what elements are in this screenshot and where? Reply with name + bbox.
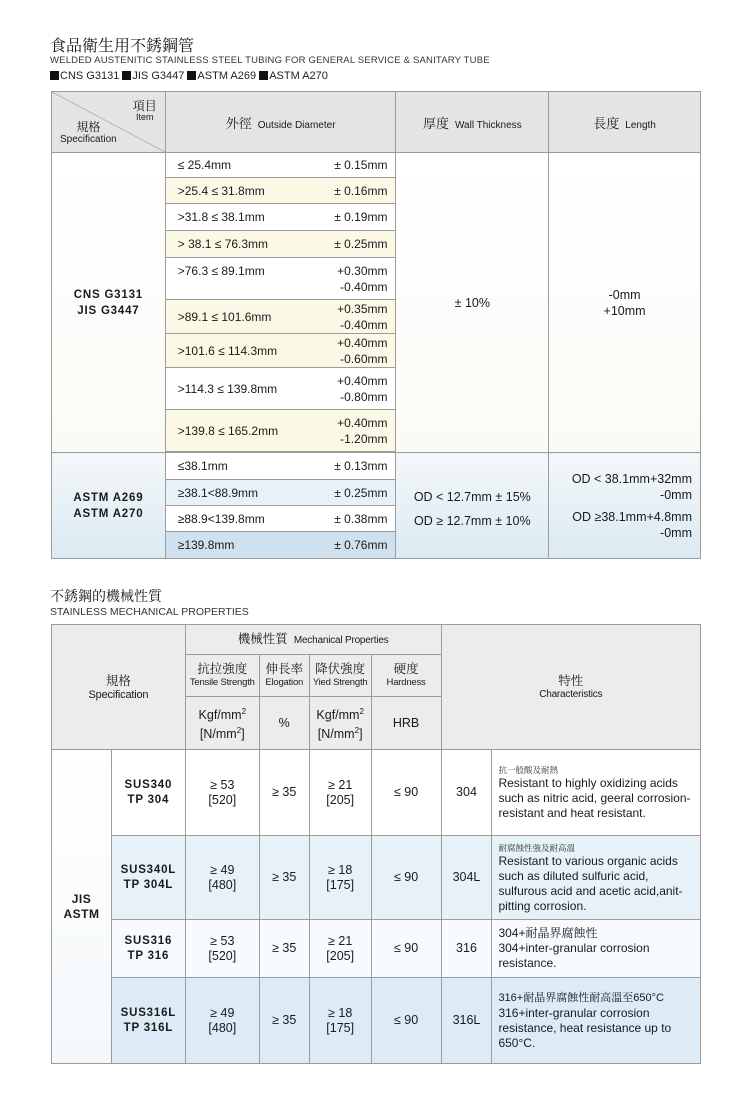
corner-item-label: 項目 Item bbox=[132, 99, 157, 122]
tensile-value: ≥ 49 [480] bbox=[185, 836, 259, 920]
unit-elongation: % bbox=[259, 697, 309, 750]
section-title-en: STAINLESS MECHANICAL PROPERTIES bbox=[50, 606, 249, 618]
elongation-value: ≥ 35 bbox=[259, 920, 309, 978]
od-tolerance: +0.35mm -0.40mm bbox=[302, 300, 396, 334]
hardness-value: ≤ 90 bbox=[371, 978, 441, 1064]
od-tolerance: +0.40mm -0.80mm bbox=[302, 368, 396, 410]
wall-thickness-value: OD < 12.7mm ± 15% OD ≥ 12.7mm ± 10% bbox=[396, 453, 549, 559]
length-value: -0mm +10mm bbox=[549, 153, 701, 453]
bullet-square-icon bbox=[50, 71, 59, 80]
unit-yield: Kgf/$mm^2$ $[N/mm^2]$ bbox=[309, 697, 371, 750]
header-tensile-strength: 抗拉強度 Tensile Strength bbox=[185, 655, 259, 697]
section-title-zh: 不銹鋼的機械性質 bbox=[50, 589, 162, 605]
unit-hardness: HRB bbox=[371, 697, 441, 750]
characteristics-text: 316+耐晶界腐蝕性耐高溫至650°C 316+inter-granular corrosion resistance, heat resistance up to 650°C. bbox=[492, 978, 701, 1064]
standard-label: ASTM A269 bbox=[197, 70, 257, 82]
length-value: OD < 38.1mm+32mm -0mm OD ≥38.1mm+4.8mm -0mm bbox=[549, 453, 701, 559]
bullet-square-icon bbox=[122, 71, 131, 80]
group-label-astm: ASTM A269 ASTM A270 bbox=[52, 453, 166, 559]
od-range: >139.8 ≤ 165.2mm bbox=[165, 410, 302, 452]
mechanical-properties-table bbox=[51, 624, 701, 1064]
header-yield-strength: 降伏強度 Yied Strength bbox=[309, 655, 371, 697]
od-range: ≥88.9<139.8mm bbox=[165, 506, 302, 532]
group-label-cns-jis: CNS G3131 JIS G3447 bbox=[52, 153, 166, 453]
od-tolerance: +0.40mm -1.20mm bbox=[302, 410, 396, 452]
od-tolerance: ± 0.38mm bbox=[302, 506, 396, 532]
yield-value: ≥ 18 [175] bbox=[309, 836, 371, 920]
standard-label: CNS G3131 bbox=[60, 70, 120, 82]
yield-value: ≥ 18 [175] bbox=[309, 978, 371, 1064]
page-title-en: WELDED AUSTENITIC STAINLESS STEEL TUBING FOR GENERAL SERVICE & SANITARY TUBE bbox=[50, 55, 490, 66]
od-tolerance: +0.40mm -0.60mm bbox=[302, 334, 396, 368]
elongation-value: ≥ 35 bbox=[259, 836, 309, 920]
yield-value: ≥ 21 [205] bbox=[309, 920, 371, 978]
tensile-value: ≥ 49 [480] bbox=[185, 978, 259, 1064]
hardness-value: ≤ 90 bbox=[371, 836, 441, 920]
characteristics-text: 抗一般酸及耐熱 Resistant to highly oxidizing acids such as nitric acid, geeral corrosion-resistant and heat resistant. bbox=[492, 750, 701, 836]
characteristics-text: 耐腐蝕性強及耐高溫 Resistant to various organic acids such as diluted sulfuric acid, sulfurous acid and acetic acid,anit-pitting corrosion. bbox=[492, 836, 701, 920]
od-range: ≤38.1mm bbox=[165, 453, 302, 480]
hardness-value: ≤ 90 bbox=[371, 750, 441, 836]
od-range: > 38.1 ≤ 76.3mm bbox=[165, 231, 302, 258]
col-header-wall-thickness: 厚度 Wall Thickness bbox=[396, 92, 549, 153]
grade-code: 316L bbox=[441, 978, 492, 1064]
header-hardness: 硬度 Hardness bbox=[371, 655, 441, 697]
hardness-value: ≤ 90 bbox=[371, 920, 441, 978]
standard-label: ASTM A270 bbox=[269, 70, 328, 82]
page-title-zh: 食品衛生用不銹鋼管 bbox=[50, 36, 195, 55]
od-range: >25.4 ≤ 31.8mm bbox=[165, 178, 302, 204]
tensile-value: ≥ 53 [520] bbox=[185, 920, 259, 978]
od-tolerance: +0.30mm -0.40mm bbox=[302, 258, 396, 300]
grade-cell: SUS340 TP 304 bbox=[111, 750, 185, 836]
tensile-value: ≥ 53 [520] bbox=[185, 750, 259, 836]
od-range: >101.6 ≤ 114.3mm bbox=[165, 334, 302, 368]
header-elongation: 伸長率 Elogation bbox=[259, 655, 309, 697]
od-range: ≤ 25.4mm bbox=[165, 153, 302, 178]
bullet-square-icon bbox=[259, 71, 268, 80]
od-tolerance: ± 0.25mm bbox=[302, 231, 396, 258]
grade-cell: SUS340L TP 304L bbox=[111, 836, 185, 920]
grade-cell: SUS316L TP 316L bbox=[111, 978, 185, 1064]
od-tolerance: ± 0.76mm bbox=[302, 532, 396, 559]
bullet-square-icon bbox=[187, 71, 196, 80]
elongation-value: ≥ 35 bbox=[259, 978, 309, 1064]
od-range: ≥38.1<88.9mm bbox=[165, 480, 302, 506]
od-range: >114.3 ≤ 139.8mm bbox=[165, 368, 302, 410]
tube-spec-table bbox=[51, 91, 701, 559]
grade-cell: SUS316 TP 316 bbox=[111, 920, 185, 978]
od-range: >89.1 ≤ 101.6mm bbox=[165, 300, 302, 334]
corner-header bbox=[52, 92, 166, 153]
col-header-outside-diameter: 外徑 Outside Diameter bbox=[165, 92, 396, 153]
standards-line bbox=[50, 70, 328, 82]
characteristics-text: 304+耐晶界腐蝕性 304+inter-granular corrosion resistance. bbox=[492, 920, 701, 978]
col-header-length: 長度 Length bbox=[549, 92, 701, 153]
od-tolerance: ± 0.16mm bbox=[302, 178, 396, 204]
od-tolerance: ± 0.19mm bbox=[302, 204, 396, 231]
elongation-value: ≥ 35 bbox=[259, 750, 309, 836]
od-range: >31.8 ≤ 38.1mm bbox=[165, 204, 302, 231]
group-label-jis-astm: JIS ASTM bbox=[52, 750, 112, 1064]
grade-code: 304L bbox=[441, 836, 492, 920]
standard-label: JIS G3447 bbox=[132, 70, 185, 82]
od-range: ≥139.8mm bbox=[165, 532, 302, 559]
header-characteristics: 特性 Characteristics bbox=[441, 625, 700, 750]
yield-value: ≥ 21 [205] bbox=[309, 750, 371, 836]
header-specification: 規格 Specification bbox=[52, 625, 186, 750]
od-tolerance: ± 0.25mm bbox=[302, 480, 396, 506]
od-tolerance: ± 0.15mm bbox=[302, 153, 396, 178]
grade-code: 316 bbox=[441, 920, 492, 978]
corner-spec-label: 規格 Specification bbox=[60, 120, 117, 145]
grade-code: 304 bbox=[441, 750, 492, 836]
wall-thickness-value: ± 10% bbox=[396, 153, 549, 453]
od-range: >76.3 ≤ 89.1mm bbox=[165, 258, 302, 300]
unit-tensile: Kgf/$mm^2$ $[N/mm^2]$ bbox=[185, 697, 259, 750]
od-tolerance: ± 0.13mm bbox=[302, 453, 396, 480]
header-mechanical-properties: 機械性質 Mechanical Properties bbox=[185, 625, 441, 655]
